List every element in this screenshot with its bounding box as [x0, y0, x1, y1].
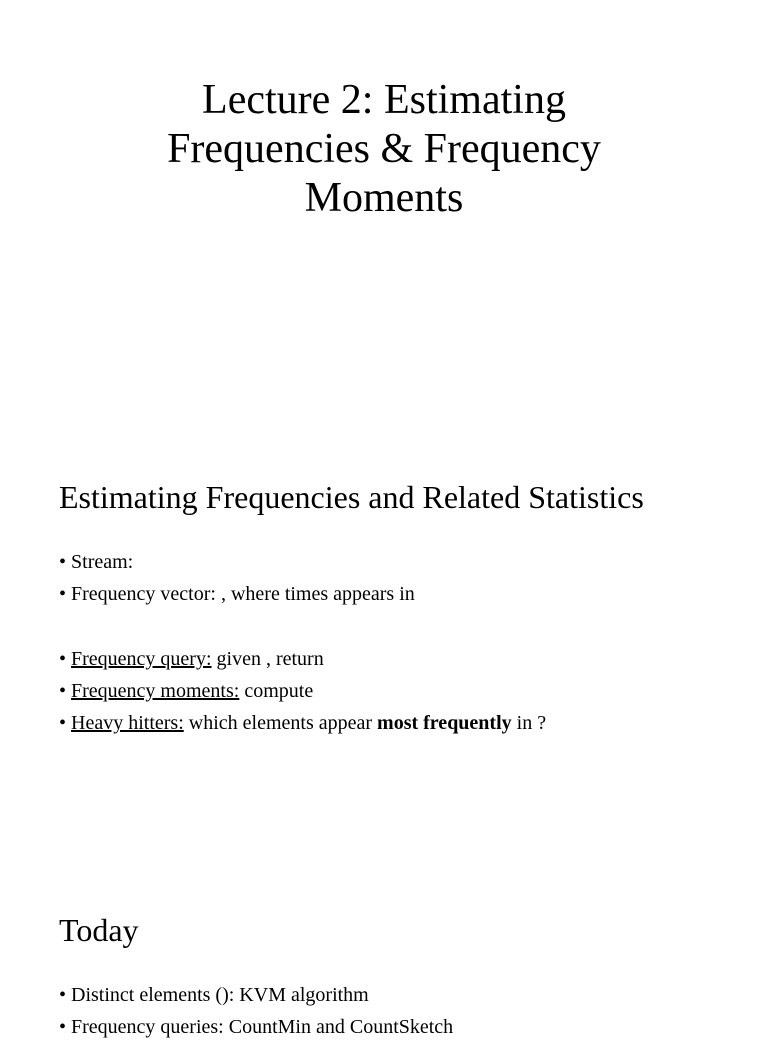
bullet-icon: • — [59, 648, 67, 670]
bullet-term: Heavy hitters: — [71, 712, 184, 734]
bullet-list — [59, 546, 546, 739]
slide-heading: Estimating Frequencies and Related Statistics — [59, 479, 644, 515]
bullet-text: given , return — [211, 648, 324, 670]
bullet-icon: • — [59, 583, 67, 605]
title-slide — [0, 0, 768, 420]
bullet-text-end: in ? — [511, 712, 547, 734]
bullet-term: Frequency moments: — [71, 680, 240, 702]
bullet-icon: • — [59, 712, 67, 734]
bullet-spacer — [59, 610, 546, 643]
bullet-frequency-queries — [59, 1011, 453, 1043]
bullet-frequency-query — [59, 643, 546, 675]
bullet-icon: • — [59, 680, 67, 702]
estimating-frequencies-slide — [0, 440, 768, 860]
bullet-term: Frequency query: — [71, 648, 212, 670]
today-slide — [0, 880, 768, 1038]
bullet-icon: • — [59, 551, 67, 573]
lecture-title-line-3: Moments — [304, 175, 464, 221]
bullet-distinct-elements — [59, 979, 453, 1011]
bullet-text: compute — [239, 680, 314, 702]
bullet-emphasis: most frequently — [377, 712, 512, 734]
bullet-frequency-vector — [59, 578, 546, 610]
bullet-text: Distinct elements (): KVM algorithm — [71, 984, 369, 1006]
bullet-text: Frequency vector: , where times appears in — [71, 583, 415, 605]
lecture-title-line-1: Lecture 2: Estimating — [202, 77, 566, 123]
slide-heading: Today — [59, 912, 139, 948]
bullet-icon: • — [59, 984, 67, 1006]
lecture-title — [0, 76, 768, 223]
bullet-heavy-hitters — [59, 707, 546, 739]
lecture-title-line-2: Frequencies & Frequency — [167, 126, 601, 172]
bullet-list — [59, 979, 453, 1043]
bullet-icon: • — [59, 1016, 67, 1038]
bullet-frequency-moments — [59, 675, 546, 707]
bullet-text: Stream: — [71, 551, 134, 573]
bullet-text: Frequency queries: CountMin and CountSketch — [71, 1016, 454, 1038]
bullet-text: which elements appear — [183, 712, 378, 734]
bullet-stream — [59, 546, 546, 578]
